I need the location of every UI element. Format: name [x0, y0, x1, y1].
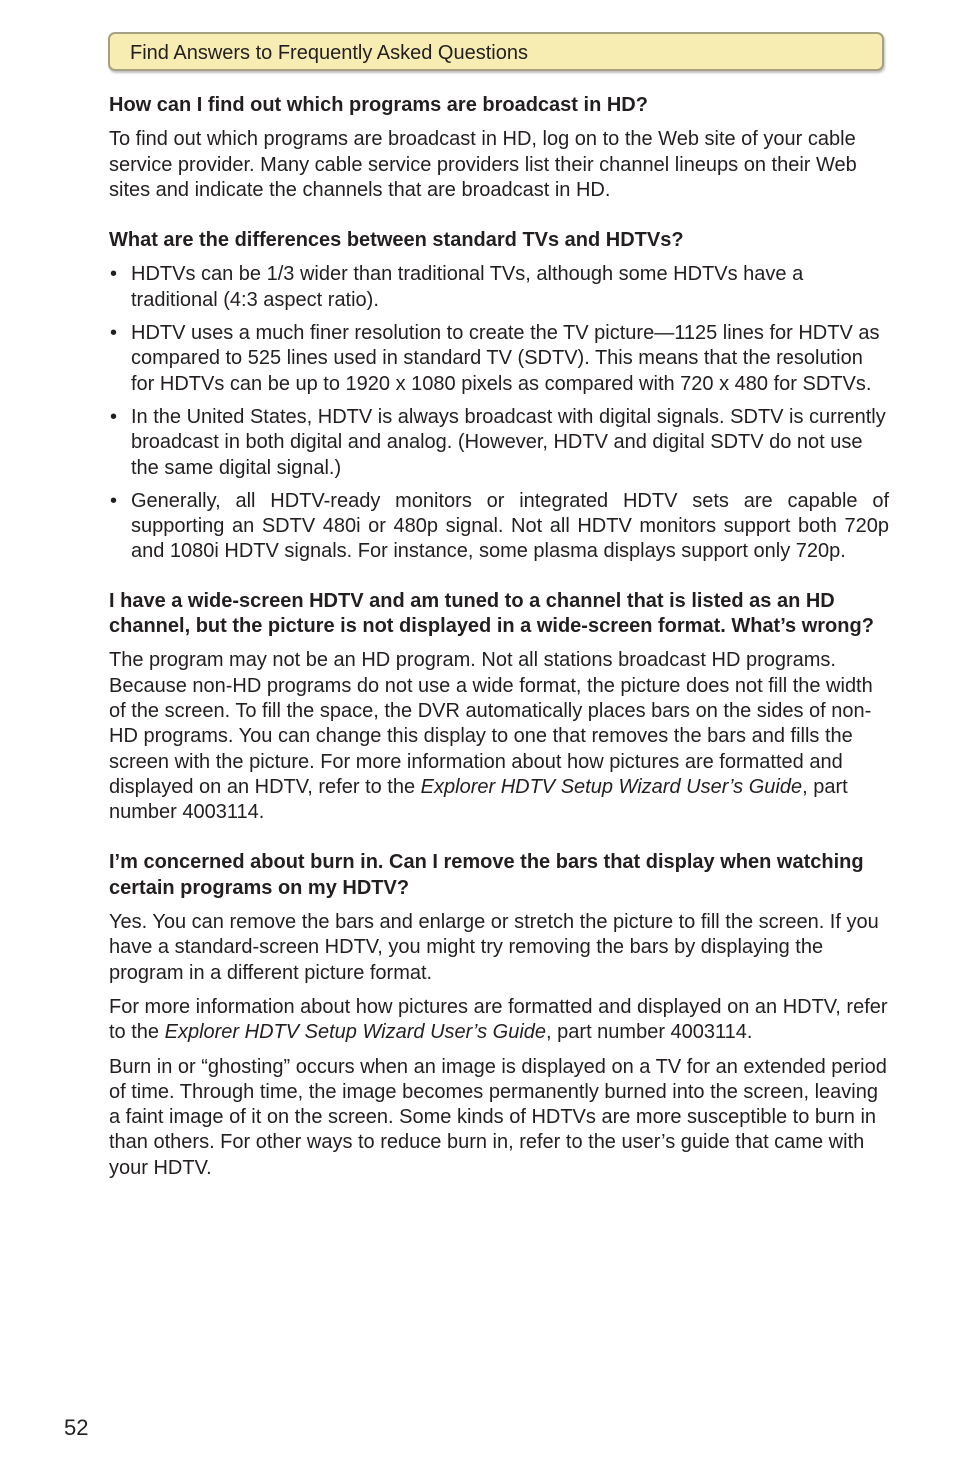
faq-answer-4-para-3: Burn in or “ghosting” occurs when an image is displayed on a TV for an extended period of time. Through time, the image becomes permanently burned into the screen, leaving a faint image of it on the screen. Some kinds of HDTVs are more susceptible to burn in than others. For other ways to reduce burn in, refer to the user’s guide that came with your HDTV. — [109, 1055, 887, 1179]
faq-question-1: How can I find out which programs are broadcast in HD? — [109, 94, 648, 116]
bullet-icon: • — [110, 263, 118, 286]
guide-title-italic: Explorer HDTV Setup Wizard User’s Guide — [164, 1021, 547, 1044]
bullet-text: In the United States, HDTV is always broadcast with digital signals. SDTV is currently broadcast in both digital and analog. (However, HDTV and digital SDTV do not use the same digital signal.) — [131, 405, 886, 479]
list-item — [109, 262, 889, 313]
list-item — [109, 321, 889, 397]
list-item — [109, 489, 889, 565]
page-number: 52 — [64, 1415, 89, 1440]
faq-content — [109, 93, 889, 1190]
faq-bullet-list — [109, 262, 889, 564]
answer-text-tail: , part number 4003114. — [109, 775, 848, 824]
answer-text-tail: , part number 4003114. — [546, 1021, 753, 1044]
section-spacer — [109, 573, 889, 589]
section-header-bar — [108, 32, 884, 71]
bullet-text: HDTVs can be 1/3 wider than traditional TVs, although some HDTVs have a traditional (4:3 aspect ratio). — [131, 263, 804, 311]
faq-answer-4-para-2 — [109, 995, 889, 1046]
answer-text: The program may not be an HD program. Not all stations broadcast HD programs. Because non-HD programs do not use a wide format, the picture does not fill the width of the screen. To fill the space, the DVR automatically places bars on the sides of non-HD programs. You can change this display to one that removes the bars and fills the screen with the picture. For more information about how pictures are formatted and displayed on an HDTV, refer to the — [109, 649, 873, 798]
bullet-text: Generally, all HDTV-ready monitors or integrated HDTV sets are capable of supporting an SDTV 480i or 480p signal. Not all HDTV monitors support both 720p and 1080i HDTV signals. For instance, some plasma displays support only 720p. — [131, 489, 889, 563]
answer-text: For more information about how pictures are formatted and displayed on an HDTV, refer to the — [109, 995, 888, 1044]
bullet-text: HDTV uses a much finer resolution to create the TV picture—1125 lines for HDTV as compared to 525 lines used in standard TV (SDTV). This means that the resolution for HDTVs can be up to 1920 x 1080 pixels as compared with 720 x 480 for SDTVs. — [131, 322, 880, 395]
faq-answer-1: To find out which programs are broadcast in HD, log on to the Web site of your cable service provider. Many cable service providers list their channel lineups on their Web sites and indicate the channels that are broadcast in HD. — [109, 128, 857, 201]
section-spacer — [109, 834, 889, 850]
list-item — [109, 405, 889, 481]
section-spacer — [109, 212, 889, 228]
guide-title-italic: Explorer HDTV Setup Wizard User’s Guide — [420, 775, 803, 798]
faq-question-3: I have a wide-screen HDTV and am tuned to a channel that is listed as an HD channel, but the picture is not displayed in a wide-screen format. What’s wrong? — [109, 589, 874, 638]
faq-answer-3 — [109, 648, 889, 825]
bullet-icon: • — [110, 489, 118, 512]
faq-answer-4-para-1: Yes. You can remove the bars and enlarge or stretch the picture to fill the screen. If you have a standard-screen HDTV, you might try removing the bars by displaying the program in a different picture format. — [109, 911, 879, 984]
bullet-icon: • — [110, 322, 118, 345]
section-header-title: Find Answers to Frequently Asked Questions — [130, 42, 528, 64]
bullet-icon: • — [110, 405, 118, 428]
faq-question-2: What are the differences between standard TVs and HDTVs? — [109, 229, 684, 252]
faq-question-4: I’m concerned about burn in. Can I remove the bars that display when watching certain programs on my HDTV? — [109, 851, 864, 899]
